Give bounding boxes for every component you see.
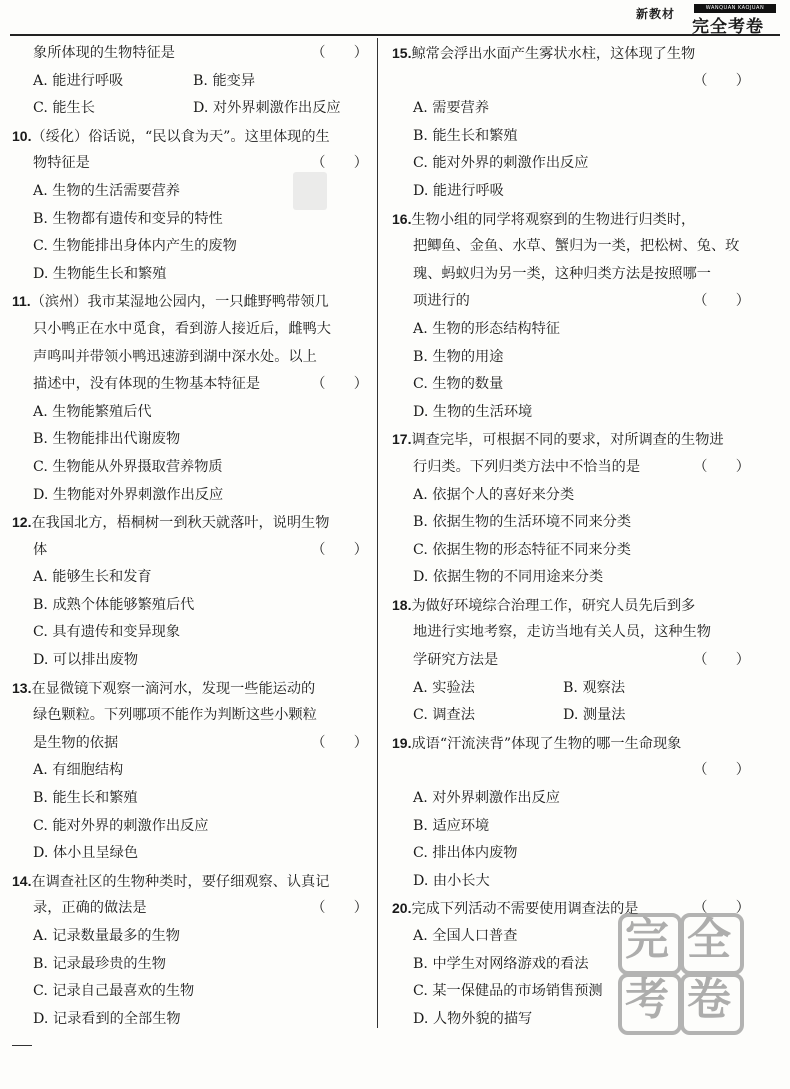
option-item: D. 对外界刺激作出反应 [193,100,341,117]
option-text: B. 中学生对网络游戏的看法 [413,955,589,972]
question-text: 成语“汗流浃背”体现了生物的哪一生命现象 [411,735,682,752]
question-text: 瑰、蚂蚁归为另一类，这种归类方法是按照哪一 [413,265,711,282]
question-text-line [392,757,750,785]
answer-bracket: （ ） [693,900,750,917]
option-text: A. 需要营养 [413,100,490,117]
question-number: 17. [392,431,412,448]
question-text: 项进行的 [413,293,470,310]
question-stem [12,509,368,537]
question-text: 为做好环境综合治理工作，研究人员先后到多 [411,597,696,614]
question-stem [392,206,750,234]
option-text: D. 人物外貌的描写 [413,1010,533,1027]
column-divider [377,38,378,1028]
question-stem [12,868,368,896]
option-item [12,840,368,868]
option-text: C. 记录自己最喜欢的生物 [33,983,195,1000]
header-rule [10,34,780,36]
option-item [392,371,750,399]
question-text: 只小鸭正在水中觅食，看到游人接近后，雌鸭大 [33,320,331,337]
option-item [12,785,368,813]
option-text: A. 记录数量最多的生物 [33,928,180,944]
question-text: 物特征是 [33,155,90,172]
option-item [12,1006,368,1034]
question-stem [392,40,750,68]
option-item [392,123,750,151]
question-text: 在我国北方，梧桐树一到秋天就落叶，说明生物 [31,515,330,532]
question-text-line [392,288,750,316]
question-text-line [392,454,750,482]
answer-bracket: （ ） [311,900,368,917]
stamp-char: 完 [625,914,669,965]
question-text-line [392,68,750,96]
stamp-char: 全 [687,914,731,965]
option-text: B. 依据生物的生活环境不同来分类 [413,514,632,531]
scan-smudge [293,172,327,210]
question-text-line [392,261,750,289]
question-text: 在显微镜下观察一滴河水，发现一些能运动的 [31,680,316,697]
answer-bracket: （ ） [693,458,750,475]
option-text: C. 能对外界的刺激作出反应 [413,155,589,172]
question-text-line [392,647,750,675]
option-text: A. 全国人口普查 [413,928,518,944]
option-text: A. 生物的生活需要营养 [33,182,180,199]
option-item [392,537,750,565]
option-item: D. 测量法 [563,707,626,724]
answer-bracket: （ ） [311,155,368,172]
option-item [392,316,750,344]
option-text: D. 生物的生活环境 [413,403,533,420]
option-item [392,868,750,896]
stamp-char: 考 [625,974,669,1025]
option-item [12,426,368,454]
question-stem [12,675,368,703]
option-text: D. 由小长大 [413,872,490,889]
option-text: D. 能进行呼吸 [413,182,504,199]
option-item [392,564,750,592]
option-item [12,951,368,979]
question-text-line [12,344,368,372]
option-text: D. 依据生物的不同用途来分类 [413,569,604,586]
question-text-line [12,371,368,399]
question-number: 18. [392,596,412,613]
brand-title: 完全考卷 [692,17,764,37]
option-item [12,261,368,289]
option-item [392,95,750,123]
option-text: A. 生物的形态结构特征 [413,320,560,337]
question-text: 录，正确的做法是 [33,900,147,917]
brand-pinyin: WANQUAN KAOJUAN [694,4,776,13]
option-item [12,592,368,620]
option-item [12,923,368,951]
question-text-line [12,537,368,565]
option-item [12,978,368,1006]
option-pair [12,95,368,123]
question-number: 16. [392,210,412,227]
answer-bracket: （ ） [693,652,750,669]
option-item: B. 观察法 [563,679,626,696]
option-item [12,813,368,841]
option-item [12,619,368,647]
option-item [12,233,368,261]
question-number: 19. [392,734,412,751]
question-text: 学研究方法是 [413,652,499,669]
question-text-line [392,619,750,647]
question-text: 把鲫鱼、金鱼、水草、蟹归为一类，把松树、兔、玫 [413,238,740,255]
question-text: 行归类。下列归类方法中不恰当的是 [413,458,641,475]
question-text: 象所体现的生物特征是 [33,45,175,61]
question-stem [392,426,750,454]
option-pair [12,68,368,96]
option-text: B. 记录最珍贵的生物 [33,955,166,972]
option-text: A. 能够生长和发育 [33,569,152,586]
question-text: 完成下列活动不需要使用调查法的是 [411,901,639,918]
brand-logo [636,2,778,37]
option-item [12,564,368,592]
question-number: 15. [392,45,412,61]
option-text: C. 依据生物的形态特征不同来分类 [413,541,631,558]
option-item: C. 能生长 [33,100,95,117]
question-text-line [12,702,368,730]
option-text: D. 记录看到的全部生物 [33,1010,181,1027]
option-text: A. 有细胞结构 [33,762,124,779]
question-text-line [12,40,368,68]
option-text: B. 生物都有遗传和变异的特性 [33,210,223,227]
watermark-stamp [618,913,744,1031]
option-text: A. 生物能繁殖后代 [33,403,152,420]
question-number: 20. [392,900,412,917]
option-item [12,399,368,427]
question-number: 14. [12,872,32,889]
page-footer-mark [12,1045,32,1046]
question-text: （绥化）俗话说，“民以食为天”。这里体现的生 [31,128,330,145]
option-text: B. 生物的用途 [413,348,504,365]
answer-bracket: （ ） [311,45,368,61]
option-item [392,785,750,813]
option-text: C. 某一保健品的市场销售预测 [413,983,603,1000]
question-text-line [392,233,750,261]
option-text: D. 体小且呈绿色 [33,845,139,862]
question-text-line [12,730,368,758]
option-text: C. 排出体内废物 [413,845,518,862]
option-item [12,757,368,785]
question-stem [12,288,368,316]
option-item: B. 能变异 [193,72,256,89]
answer-bracket: （ ） [693,72,750,89]
option-text: B. 生物能排出代谢废物 [33,431,181,448]
question-stem [392,730,750,758]
option-item: C. 调查法 [413,707,475,724]
brand-small: 新教材 [636,7,676,21]
question-text: 体 [33,541,48,558]
option-item [12,647,368,675]
question-number: 11. [12,293,31,310]
answer-bracket: （ ） [311,734,368,751]
option-pair [392,702,750,730]
option-item [392,840,750,868]
option-text: D. 生物能对外界刺激作出反应 [33,486,224,503]
answer-bracket: （ ） [311,541,368,558]
question-text-line [12,895,368,923]
question-text: 在调查社区的生物种类时，要仔细观察、认真记 [31,873,330,890]
option-text: C. 生物能从外界摄取营养物质 [33,458,223,475]
option-item: A. 能进行呼吸 [33,72,124,89]
option-item [392,482,750,510]
option-text: A. 对外界刺激作出反应 [413,790,560,807]
question-stem [392,592,750,620]
option-text: B. 能生长和繁殖 [33,790,138,807]
question-stem [12,123,368,151]
option-item: A. 实验法 [413,679,475,696]
option-text: C. 生物的数量 [413,376,504,393]
question-text: 绿色颗粒。下列哪项不能作为判断这些小颗粒 [33,707,317,724]
option-text: C. 生物能排出身体内产生的废物 [33,238,237,255]
option-item [392,509,750,537]
question-number: 13. [12,679,32,696]
option-item [12,454,368,482]
option-item [12,482,368,510]
right-column [392,40,750,1033]
option-item [392,813,750,841]
question-text: 调查完毕，可根据不同的要求，对所调查的生物进 [411,432,724,449]
question-text: 描述中，没有体现的生物基本特征是 [33,376,261,393]
option-text: D. 可以排出废物 [33,652,139,669]
option-item [392,344,750,372]
stamp-char: 卷 [687,974,731,1025]
question-text: 生物小组的同学将观察到的生物进行归类时， [411,211,696,228]
option-text: D. 生物能生长和繁殖 [33,265,167,282]
question-text: （滨州）我市某湿地公园内，一只雌野鸭带领几 [30,294,329,311]
option-text: C. 能对外界的刺激作出反应 [33,817,209,834]
option-item [392,150,750,178]
option-text: B. 成熟个体能够繁殖后代 [33,596,195,613]
question-text: 是生物的依据 [33,734,119,751]
option-text: A. 依据个人的喜好来分类 [413,486,575,503]
option-text: B. 适应环境 [413,817,490,834]
question-text: 鲸常会浮出水面产生雾状水柱，这体现了生物 [411,46,696,62]
question-text: 地进行实地考察，走访当地有关人员，这种生物 [413,624,711,641]
answer-bracket: （ ） [693,762,750,779]
option-text: B. 能生长和繁殖 [413,127,518,144]
question-number: 12. [12,514,32,531]
option-text: C. 具有遗传和变异现象 [33,624,181,641]
question-text-line [12,316,368,344]
option-pair [392,675,750,703]
answer-bracket: （ ） [693,293,750,310]
question-text: 声鸣叫并带领小鸭迅速游到湖中深水处。以上 [33,348,317,365]
question-number: 10. [12,127,32,144]
option-item [392,178,750,206]
option-item [392,399,750,427]
answer-bracket: （ ） [311,376,368,393]
